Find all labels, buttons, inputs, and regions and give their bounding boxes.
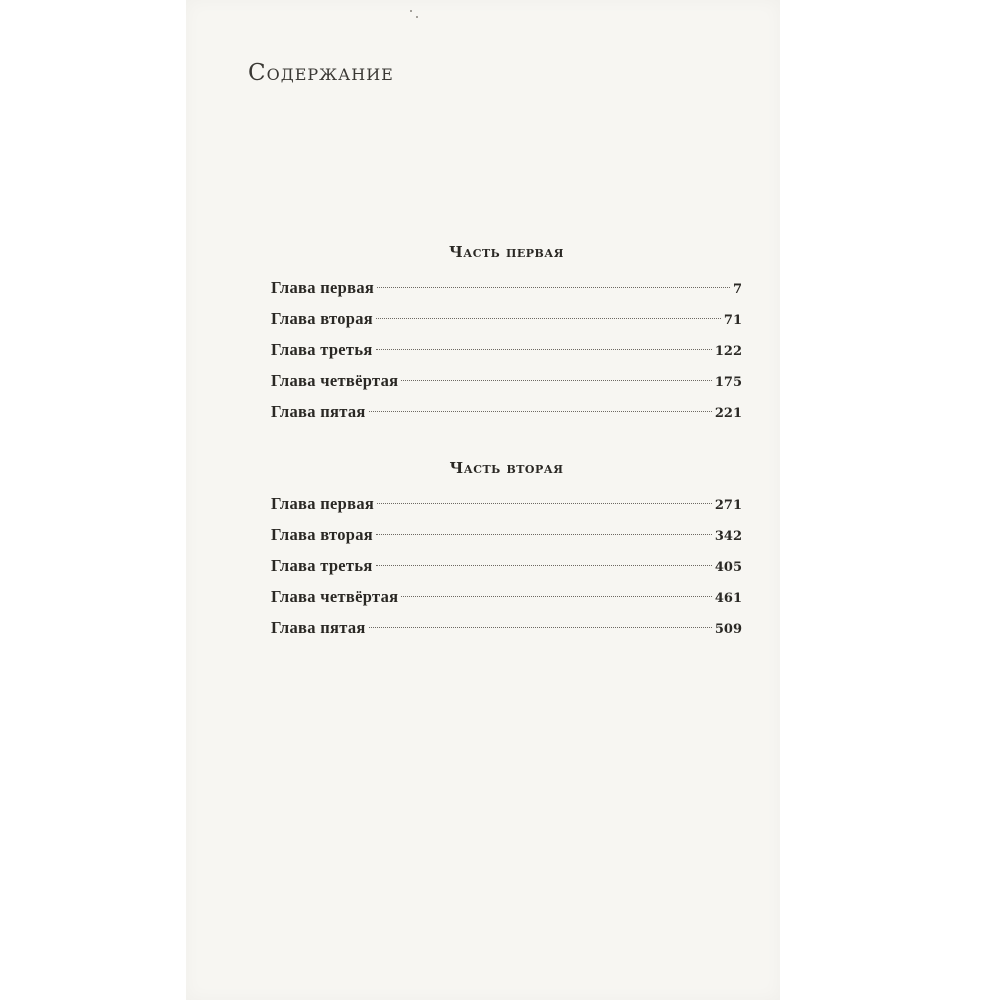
ink-speck — [410, 10, 412, 12]
page-number: 221 — [714, 406, 742, 421]
ink-speck — [416, 16, 418, 18]
toc-entry[interactable] — [271, 581, 742, 612]
toc-entry[interactable] — [271, 519, 742, 550]
dot-leader — [376, 349, 712, 350]
chapter-title: Глава вторая — [271, 309, 374, 328]
chapter-title: Глава вторая — [271, 525, 374, 544]
chapter-title: Глава четвёртая — [271, 371, 399, 390]
toc-entry[interactable] — [271, 272, 742, 303]
chapter-title: Глава третья — [271, 340, 373, 359]
toc-entry[interactable] — [271, 612, 742, 643]
toc-entry[interactable] — [271, 396, 742, 427]
toc-entry[interactable] — [271, 550, 742, 581]
chapter-title: Глава пятая — [271, 618, 366, 637]
chapter-title: Глава первая — [271, 278, 375, 297]
page-title: Содержание — [248, 60, 394, 86]
page-number: 461 — [714, 591, 742, 606]
dot-leader — [376, 565, 712, 566]
chapter-title: Глава пятая — [271, 402, 366, 421]
toc-entry[interactable] — [271, 365, 742, 396]
toc-entry[interactable] — [271, 303, 742, 334]
part-heading: Часть вторая — [449, 459, 564, 477]
page-number: 7 — [732, 282, 742, 297]
dot-leader — [401, 596, 712, 597]
page-number: 122 — [714, 344, 742, 359]
dot-leader — [369, 411, 712, 412]
page-number: 509 — [714, 622, 742, 637]
page-number: 405 — [714, 560, 742, 575]
toc-entry[interactable] — [271, 488, 742, 519]
page-number: 175 — [714, 375, 742, 390]
toc-part-2 — [271, 458, 742, 643]
dot-leader — [377, 503, 712, 504]
dot-leader — [369, 627, 712, 628]
toc-entry[interactable] — [271, 334, 742, 365]
page-number: 342 — [714, 529, 742, 544]
chapter-title: Глава первая — [271, 494, 375, 513]
dot-leader — [377, 287, 730, 288]
chapter-title: Глава четвёртая — [271, 587, 399, 606]
chapter-title: Глава третья — [271, 556, 373, 575]
page-number: 71 — [723, 313, 742, 328]
dot-leader — [376, 318, 721, 319]
toc-part-1 — [271, 242, 742, 427]
dot-leader — [376, 534, 712, 535]
page-number: 271 — [714, 498, 742, 513]
dot-leader — [401, 380, 712, 381]
part-heading: Часть первая — [449, 243, 564, 261]
